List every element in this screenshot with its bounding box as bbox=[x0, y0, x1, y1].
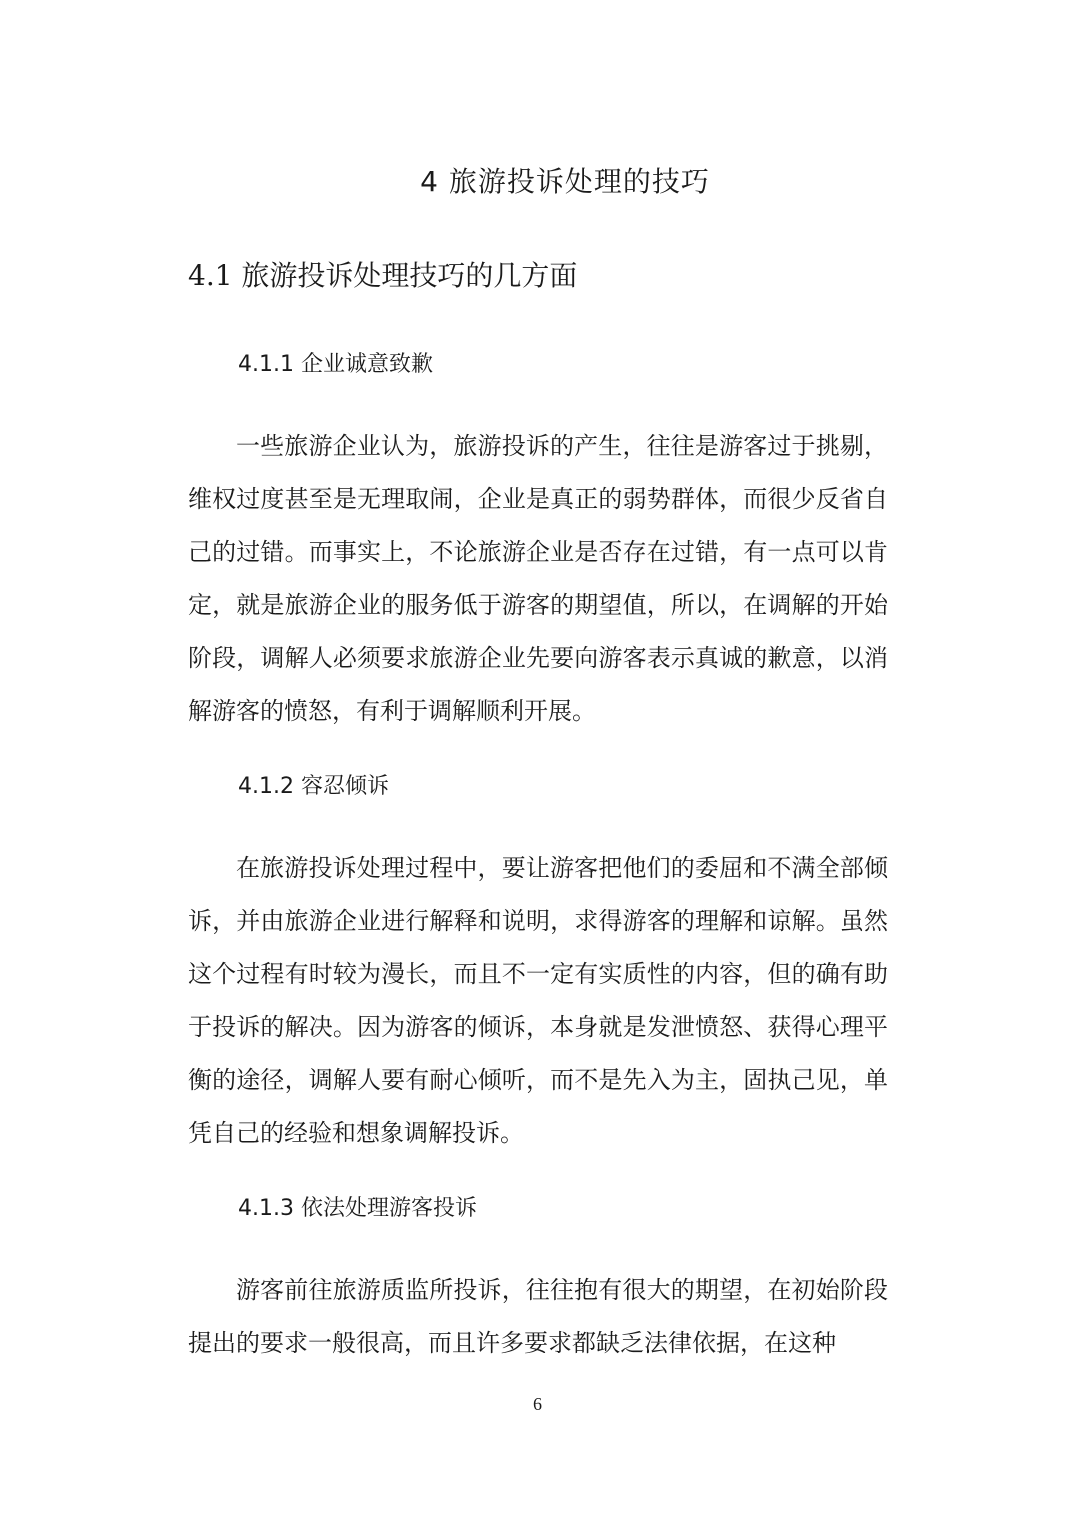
subsection-title-4-1-1: 4.1.1 企业诚意致歉 bbox=[238, 352, 433, 377]
chapter-title: 4 旅游投诉处理的技巧 bbox=[420, 165, 710, 198]
subsection-title-4-1-3: 4.1.3 依法处理游客投诉 bbox=[238, 1196, 477, 1221]
paragraph-4-1-2: 在旅游投诉处理过程中，要让游客把他们的委屈和不满全部倾诉，并由旅游企业进行解释和说明，求得游客的理解和谅解。虽然这个过程有时较为漫长，而且不一定有实质性的内容，但的确有助于投诉的解决。因为游客的倾诉，本身就是发泄愤怒、获得心理平衡的途径，调解人要有耐心倾听，而不是先入为主，固执己见，单凭自己的经验和想象调解投诉。 bbox=[188, 854, 888, 1147]
section-title: 4.1 旅游投诉处理技巧的几方面 bbox=[188, 259, 578, 292]
page-number: 6 bbox=[533, 1394, 542, 1414]
paragraph-4-1-3: 游客前往旅游质监所投诉，往往抱有很大的期望，在初始阶段提出的要求一般很高，而且许多要求都缺乏法律依据，在这种 bbox=[188, 1276, 888, 1357]
subsection-title-4-1-2: 4.1.2 容忍倾诉 bbox=[238, 774, 389, 799]
paragraph-4-1-1: 一些旅游企业认为，旅游投诉的产生，往往是游客过于挑剔，维权过度甚至是无理取闹，企业是真正的弱势群体，而很少反省自己的过错。而事实上，不论旅游企业是否存在过错，有一点可以肯定，就是旅游企业的服务低于游客的期望值，所以，在调解的开始阶段，调解人必须要求旅游企业先要向游客表示真诚的歉意，以消解游客的愤怒，有利于调解顺利开展。 bbox=[188, 432, 888, 725]
